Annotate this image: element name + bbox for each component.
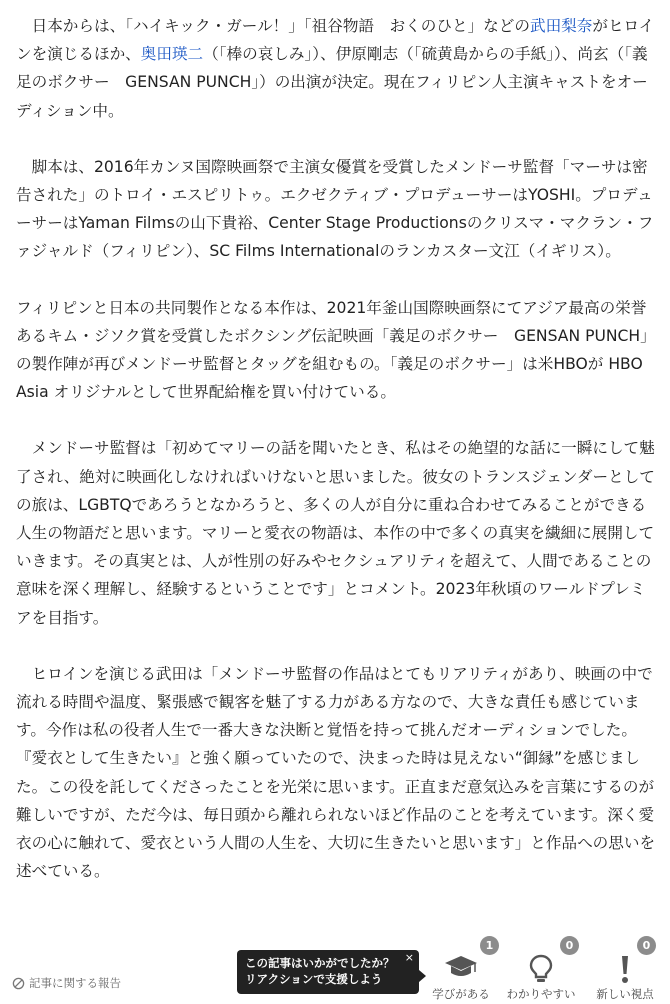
prohibited-icon [12, 977, 25, 990]
reaction-count: 0 [560, 936, 579, 955]
graduation-cap-icon [444, 954, 478, 980]
reaction-label: 新しい視点 [596, 987, 654, 1001]
prompt-line-1: この記事はいかがでしたか？ [245, 956, 395, 970]
article-paragraph-2: 脚本は、2016年カンヌ国際映画祭で主演女優賞を受賞したメンドーサ監督「マーサは密告された」のトロイ・エスピリトゥ。エクゼクティブ・プロデューサーはYOSHI。プロデューサーはYaman Filmsの山下貴裕、Center Stage Productionsのクリスマ・マクラン・ファジャルド（フィリピン）、SC Films Internationalのランカスター文江（イギリス）。 [16, 157, 654, 261]
article-paragraph-5: ヒロインを演じる武田は「メンドーサ監督の作品はとてもリアリティがあり、映画の中で流れる時間や温度、緊張感で観客を魅了する力がある方なので、大きな責任も感じています。今作は私の役者人生で一番大きな決断と覚悟を持って挑んだオーディションでした。『愛衣として生きたい』と強く願っていたので、決まった時は見えない“御縁”を感じました。この役を託してくださったことを光栄に思います。正直まだ意気込みを言葉にするのが難しいですが、ただ今は、毎日頭から離れられないほど作品のことを考えています。深く愛衣の心に触れて、愛衣という人間の人生を、大切に生きたいと思います」と作品への思いを述べている。 [16, 664, 656, 881]
reaction-prompt-bubble [237, 950, 419, 994]
reaction-count: 0 [637, 936, 656, 955]
reaction-button-learning[interactable] [426, 936, 496, 1004]
article-paragraph-4: メンドーサ監督は「初めてマリーの話を聞いたとき、私はその絶望的な話に一瞬にして魅了され、絶対に映画化しなければいけないと思いました。彼女のトランスジェンダーとしての旅は、LGBTQであろうとなかろうと、多くの人が自分に重ね合わせてみることができる人生の物語だと思います。マリーと愛衣の物語は、本作の中で多くの真実を繊細に展開していきます。その真実とは、人が性別の好みやセクシュアリティを超えて、人間であることの意味を深く理解し、経験するということです」とコメント。2023年秋頃のワールドプレミアを目指す。 [16, 439, 655, 627]
paragraph-text: 日本からは、「ハイキック・ガール！」「祖谷物語 おくのひと」などの [16, 17, 530, 35]
person-link-okuda-eiji[interactable]: 奥田瑛二 [140, 45, 204, 64]
reaction-count: 1 [480, 936, 499, 955]
close-icon[interactable]: × [404, 951, 414, 964]
report-label: 記事に関する報告 [29, 976, 121, 990]
article-paragraph-3: フィリピンと日本の共同製作となる本作は、2021年釜山国際映画祭にてアジア最高の栄誉あるキム・ジソク賞を受賞したボクシング伝記映画「義足のボクサー GENSAN PUNCH」の製作陣が再びメンドーサ監督とタッグを組むもの。「義足のボクサー」は米HBOが HBO Asia オリジナルとして世界配給権を買い付けている。 [16, 298, 656, 402]
prompt-line-2: リアクションで支援しよう [245, 972, 383, 986]
reaction-label: わかりやすい [506, 987, 576, 1001]
person-link-takeda-rina[interactable]: 武田梨奈 [529, 17, 593, 35]
lightbulb-icon [528, 954, 554, 984]
paragraph-text: （「棒の哀しみ」）、伊原剛志（「硫黄島からの手紙」）、尚玄（「義足のボクサー GENSAN PUNCH」）の出演が決定。現在フィリピン人主演キャストをオーディション中。 [16, 45, 648, 120]
reaction-footer [0, 926, 670, 1004]
article-paragraph-1 [16, 12, 656, 125]
reaction-label: 学びがある [432, 987, 490, 1001]
article-body [16, 12, 656, 913]
paragraph-text: がヒロインを演じるほか、 [16, 17, 655, 64]
exclamation-icon [619, 954, 631, 984]
reaction-button-new-perspective[interactable] [590, 936, 660, 1004]
report-article-link[interactable] [12, 975, 121, 991]
reaction-button-clear[interactable] [506, 936, 576, 1004]
